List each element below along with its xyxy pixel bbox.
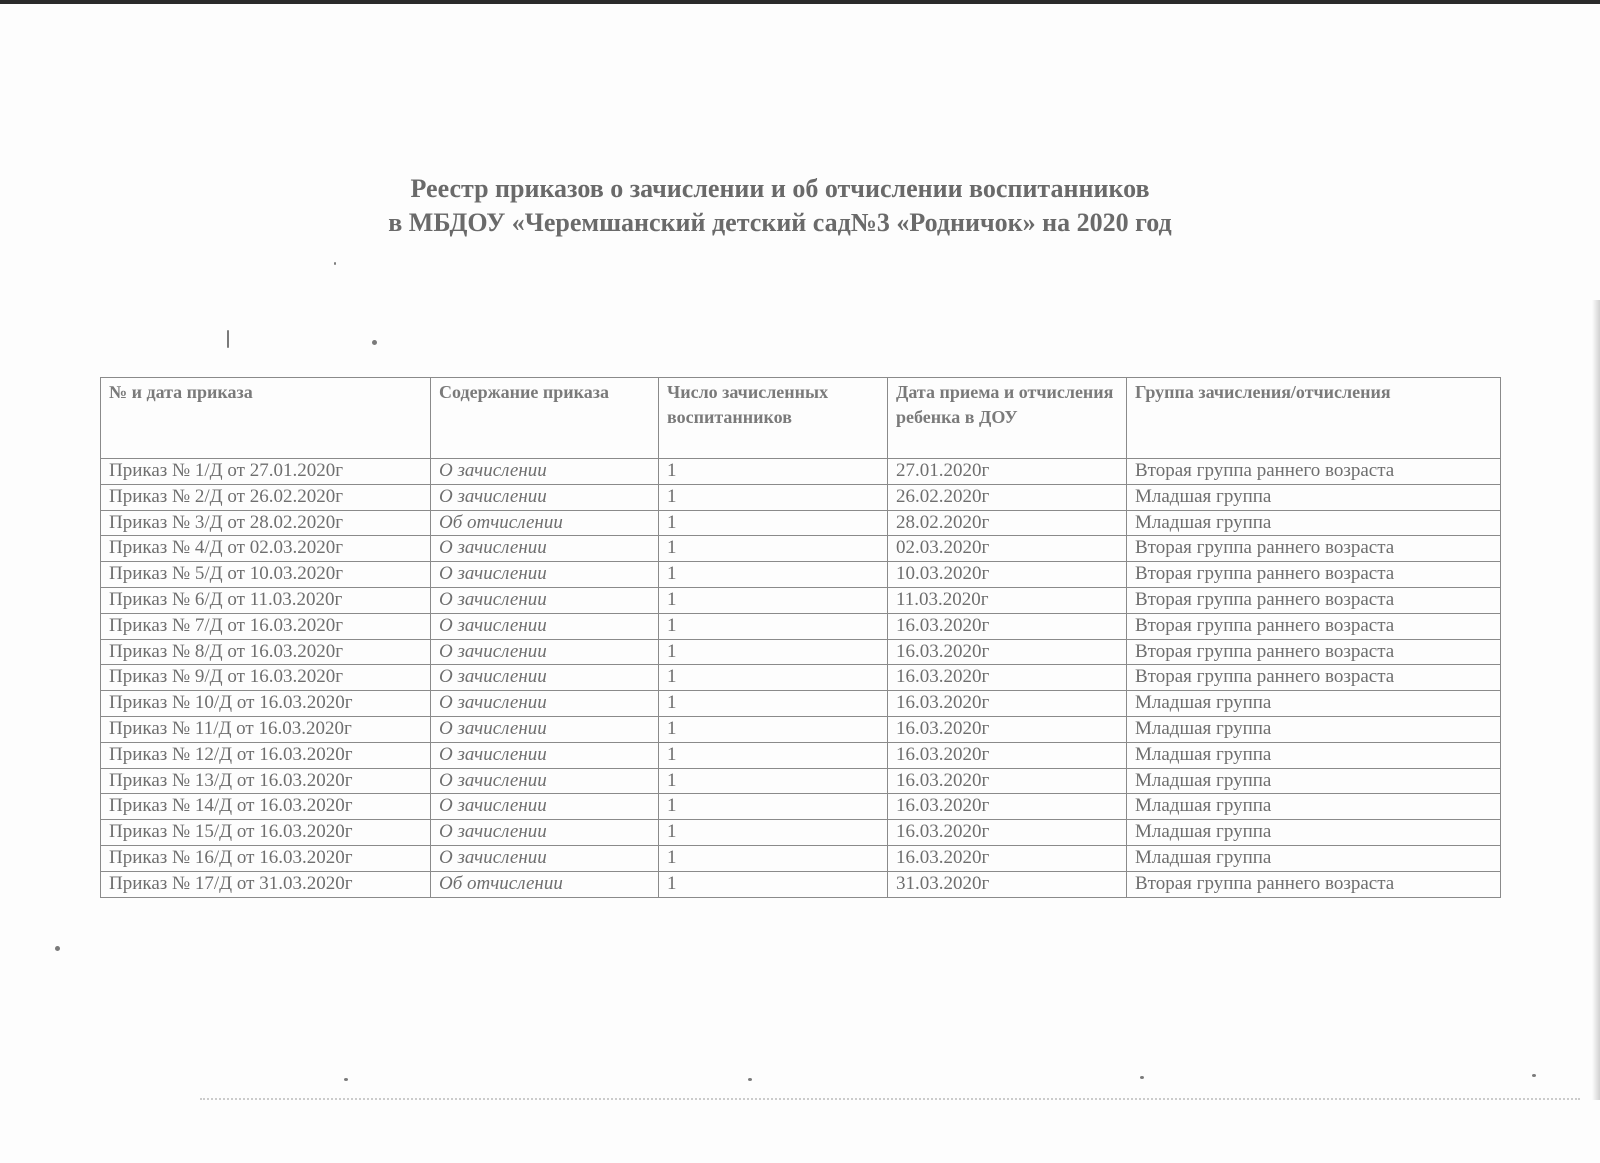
cell-content: О зачислении <box>431 562 659 588</box>
cell-order: Приказ № 14/Д от 16.03.2020г <box>101 794 431 820</box>
cell-order: Приказ № 1/Д от 27.01.2020г <box>101 459 431 485</box>
cell-count: 1 <box>659 820 888 846</box>
cell-group: Младшая группа <box>1127 742 1501 768</box>
table-row <box>101 587 1501 613</box>
table-row <box>101 510 1501 536</box>
table-header-row <box>101 378 1501 459</box>
table-row <box>101 639 1501 665</box>
cell-order: Приказ № 10/Д от 16.03.2020г <box>101 691 431 717</box>
cell-date: 28.02.2020г <box>888 510 1127 536</box>
cell-count: 1 <box>659 742 888 768</box>
cell-content: Об отчислении <box>431 871 659 897</box>
cell-count: 1 <box>659 613 888 639</box>
cell-order: Приказ № 4/Д от 02.03.2020г <box>101 536 431 562</box>
cell-group: Младшая группа <box>1127 768 1501 794</box>
cell-content: О зачислении <box>431 691 659 717</box>
cell-content: О зачислении <box>431 845 659 871</box>
scan-speck <box>1140 1076 1144 1079</box>
cell-order: Приказ № 3/Д от 28.02.2020г <box>101 510 431 536</box>
cell-order: Приказ № 5/Д от 10.03.2020г <box>101 562 431 588</box>
table-row <box>101 871 1501 897</box>
cell-group: Младшая группа <box>1127 820 1501 846</box>
cell-content: О зачислении <box>431 484 659 510</box>
cell-content: О зачислении <box>431 587 659 613</box>
title-line-2: в МБДОУ «Черемшанский детский сад№3 «Родничок» на 2020 год <box>388 208 1172 237</box>
scan-speck <box>748 1078 752 1081</box>
scan-speck <box>1532 1074 1536 1077</box>
cell-group: Вторая группа раннего возраста <box>1127 665 1501 691</box>
table-row <box>101 665 1501 691</box>
cell-order: Приказ № 11/Д от 16.03.2020г <box>101 716 431 742</box>
cell-count: 1 <box>659 768 888 794</box>
cell-group: Младшая группа <box>1127 845 1501 871</box>
cell-count: 1 <box>659 716 888 742</box>
cell-group: Вторая группа раннего возраста <box>1127 459 1501 485</box>
cell-date: 10.03.2020г <box>888 562 1127 588</box>
cell-group: Младшая группа <box>1127 510 1501 536</box>
table-row <box>101 794 1501 820</box>
cell-order: Приказ № 16/Д от 16.03.2020г <box>101 845 431 871</box>
table-row <box>101 742 1501 768</box>
cell-count: 1 <box>659 665 888 691</box>
cell-count: 1 <box>659 587 888 613</box>
table-row <box>101 716 1501 742</box>
cell-content: О зачислении <box>431 665 659 691</box>
cell-date: 16.03.2020г <box>888 613 1127 639</box>
table-row <box>101 562 1501 588</box>
cell-count: 1 <box>659 510 888 536</box>
cell-date: 16.03.2020г <box>888 716 1127 742</box>
cell-group: Вторая группа раннего возраста <box>1127 587 1501 613</box>
cell-group: Младшая группа <box>1127 691 1501 717</box>
cell-date: 16.03.2020г <box>888 639 1127 665</box>
cell-content: О зачислении <box>431 768 659 794</box>
scan-speck <box>227 330 229 348</box>
cell-date: 16.03.2020г <box>888 742 1127 768</box>
cell-group: Вторая группа раннего возраста <box>1127 562 1501 588</box>
table-row <box>101 536 1501 562</box>
cell-group: Младшая группа <box>1127 716 1501 742</box>
header-admission-date: Дата приема и отчисления ребенка в ДОУ <box>888 378 1127 459</box>
cell-group: Вторая группа раннего возраста <box>1127 871 1501 897</box>
cell-count: 1 <box>659 871 888 897</box>
cell-date: 11.03.2020г <box>888 587 1127 613</box>
cell-group: Младшая группа <box>1127 484 1501 510</box>
cell-order: Приказ № 12/Д от 16.03.2020г <box>101 742 431 768</box>
cell-date: 16.03.2020г <box>888 845 1127 871</box>
scan-top-edge <box>0 0 1600 4</box>
cell-content: О зачислении <box>431 536 659 562</box>
cell-count: 1 <box>659 562 888 588</box>
cell-content: О зачислении <box>431 742 659 768</box>
cell-group: Вторая группа раннего возраста <box>1127 613 1501 639</box>
orders-registry-table <box>100 377 1501 898</box>
cell-date: 27.01.2020г <box>888 459 1127 485</box>
cell-count: 1 <box>659 845 888 871</box>
cell-content: О зачислении <box>431 794 659 820</box>
cell-count: 1 <box>659 794 888 820</box>
cell-order: Приказ № 13/Д от 16.03.2020г <box>101 768 431 794</box>
cell-group: Вторая группа раннего возраста <box>1127 639 1501 665</box>
header-group: Группа зачисления/отчисления <box>1127 378 1501 459</box>
table-row <box>101 484 1501 510</box>
header-order-number-date: № и дата приказа <box>101 378 431 459</box>
cell-content: О зачислении <box>431 820 659 846</box>
cell-order: Приказ № 6/Д от 11.03.2020г <box>101 587 431 613</box>
document-title <box>0 172 1560 240</box>
cell-count: 1 <box>659 484 888 510</box>
cell-group: Младшая группа <box>1127 794 1501 820</box>
cell-order: Приказ № 2/Д от 26.02.2020г <box>101 484 431 510</box>
table-row <box>101 820 1501 846</box>
table-row <box>101 768 1501 794</box>
cell-order: Приказ № 8/Д от 16.03.2020г <box>101 639 431 665</box>
cell-date: 31.03.2020г <box>888 871 1127 897</box>
cell-date: 16.03.2020г <box>888 794 1127 820</box>
cell-date: 16.03.2020г <box>888 665 1127 691</box>
cell-content: О зачислении <box>431 459 659 485</box>
cell-date: 16.03.2020г <box>888 768 1127 794</box>
scan-speck <box>55 946 60 951</box>
scan-speck <box>334 262 336 265</box>
title-line-1: Реестр приказов о зачислении и об отчислении воспитанников <box>410 174 1150 203</box>
cell-content: Об отчислении <box>431 510 659 536</box>
table-row <box>101 459 1501 485</box>
cell-order: Приказ № 9/Д от 16.03.2020г <box>101 665 431 691</box>
cell-date: 16.03.2020г <box>888 691 1127 717</box>
scan-right-edge <box>1592 300 1600 1100</box>
header-enrolled-count: Число зачисленных воспитанников <box>659 378 888 459</box>
cell-count: 1 <box>659 459 888 485</box>
cell-content: О зачислении <box>431 613 659 639</box>
cell-order: Приказ № 17/Д от 31.03.2020г <box>101 871 431 897</box>
cell-content: О зачислении <box>431 716 659 742</box>
table-row <box>101 613 1501 639</box>
table-row <box>101 691 1501 717</box>
scan-noise-line <box>200 1098 1580 1102</box>
cell-date: 02.03.2020г <box>888 536 1127 562</box>
scan-speck <box>372 340 377 345</box>
header-order-content: Содержание приказа <box>431 378 659 459</box>
cell-date: 16.03.2020г <box>888 820 1127 846</box>
cell-count: 1 <box>659 639 888 665</box>
cell-order: Приказ № 15/Д от 16.03.2020г <box>101 820 431 846</box>
cell-content: О зачислении <box>431 639 659 665</box>
scan-speck <box>344 1078 348 1081</box>
cell-date: 26.02.2020г <box>888 484 1127 510</box>
cell-count: 1 <box>659 536 888 562</box>
table-row <box>101 845 1501 871</box>
cell-order: Приказ № 7/Д от 16.03.2020г <box>101 613 431 639</box>
cell-group: Вторая группа раннего возраста <box>1127 536 1501 562</box>
cell-count: 1 <box>659 691 888 717</box>
